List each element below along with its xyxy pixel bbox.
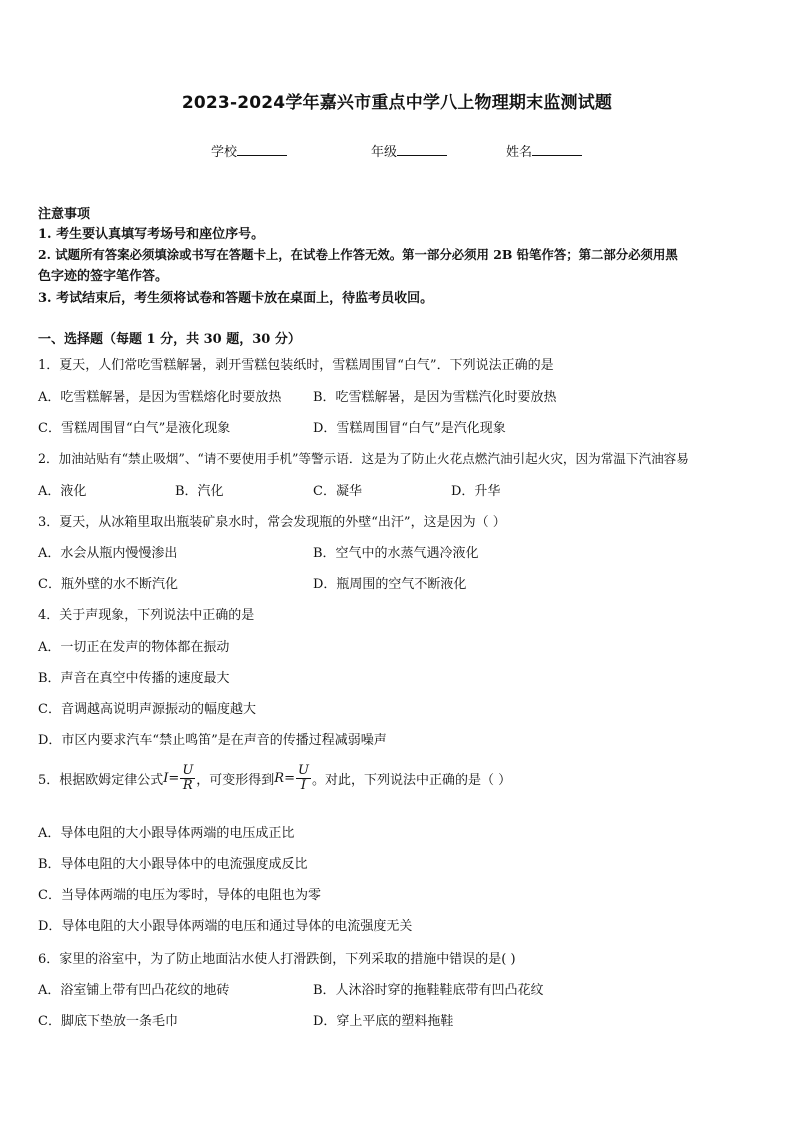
q5-stem-suffix: 。对此，下列说法中正确的是（ ） [311,773,512,788]
notice-heading: 注意事项 [38,207,91,222]
question-2-stem: 2．加油站贴有“禁止吸烟”、“请不要使用手机”等警示语．这是为了防止火花点燃汽油引起火灾，因为常温下汽油容易 [38,451,689,466]
grade-field [371,141,447,160]
q5-stem-prefix: 5．根据欧姆定律公式 [38,773,164,788]
q1-option-a: A．吃雪糕解暑，是因为雪糕熔化时要放热 [38,390,282,405]
q5-option-a: A．导体电阻的大小跟导体两端的电压成正比 [38,826,295,841]
q3-option-b: B．空气中的水蒸气遇冷液化 [313,546,479,561]
grade-label: 年级 [371,145,398,160]
school-blank [237,143,287,156]
question-4-stem: 4．关于声现象，下列说法中正确的是 [38,608,255,623]
q2-option-c: C．凝华 [313,484,362,499]
q5-formula-1-fraction [180,764,195,793]
q1-option-c: C．雪糕周围冒“白气”是液化现象 [38,421,231,436]
school-label: 学校 [211,145,238,160]
notice-item: 2. 试题所有答案必须填涂或书写在答题卡上，在试卷上作答无效。第一部分必须用 2B 铅笔作答；第二部分必须用黑 [38,247,678,262]
q6-option-a: A．浴室铺上带有凹凸花纹的地砖 [38,983,230,998]
notice-item: 色字迹的签字笔作答。 [38,269,169,284]
q3-option-c: C．瓶外壁的水不断汽化 [38,577,178,592]
section-heading: 一、选择题（每题 1 分，共 30 题，30 分） [38,332,301,347]
q5-formula-2-fraction [296,764,311,793]
notice-item: 3. 考试结束后，考生须将试卷和答题卡放在桌面上，待监考员收回。 [38,291,434,306]
q5-stem-middle: ，可变形得到 [196,773,275,788]
name-field [506,141,582,160]
question-3-stem: 3．夏天，从冰箱里取出瓶装矿泉水时，常会发现瓶的外壁“出汗”，这是因为（ ） [38,515,506,530]
question-1-stem: 1．夏天，人们常吃雪糕解暑，剥开雪糕包装纸时，雪糕周围冒“白气”．下列说法正确的是 [38,358,554,373]
page-title: 2023-2024学年嘉兴市重点中学八上物理期末监测试题 [181,93,613,113]
q3-option-d: D．瓶周围的空气不断液化 [313,577,467,592]
q6-option-d: D．穿上平底的塑料拖鞋 [313,1014,454,1029]
question-6-stem: 6．家里的浴室中，为了防止地面沾水使人打滑跌倒，下列采取的措施中错误的是( ) [38,952,516,967]
q4-option-c: C．音调越高说明声源振动的幅度越大 [38,702,256,717]
school-field [211,141,287,160]
q1-option-b: B．吃雪糕解暑，是因为雪糕汽化时要放热 [313,390,557,405]
q5-formula-2-lhs: R= [274,771,295,786]
name-blank [532,143,582,156]
q5-option-b: B．导体电阻的大小跟导体中的电流强度成反比 [38,857,308,872]
question-5-stem [38,764,511,793]
q5-formula-2-numerator: U [297,763,309,778]
q1-option-d: D．雪糕周围冒“白气”是汽化现象 [313,421,506,436]
q4-option-b: B．声音在真空中传播的速度最大 [38,671,230,686]
q5-formula-2-denominator: I [300,778,307,793]
q5-option-c: C．当导体两端的电压为零时，导体的电阻也为零 [38,888,321,903]
q6-option-c: C．脚底下垫放一条毛巾 [38,1014,178,1029]
q4-option-d: D．市区内要求汽车“禁止鸣笛”是在声音的传播过程减弱噪声 [38,733,387,748]
grade-blank [397,143,447,156]
notice-item: 1. 考生要认真填写考场号和座位序号。 [38,227,265,242]
q5-formula-1-denominator: R [182,778,193,793]
q4-option-a: A．一切正在发声的物体都在振动 [38,640,230,655]
q3-option-a: A．水会从瓶内慢慢渗出 [38,546,178,561]
q2-option-d: D．升华 [451,484,501,499]
name-label: 姓名 [506,145,533,160]
q6-option-b: B．人沐浴时穿的拖鞋鞋底带有凹凸花纹 [313,983,544,998]
q5-formula-1-numerator: U [182,763,194,778]
q5-option-d: D．导体电阻的大小跟导体两端的电压和通过导体的电流强度无关 [38,919,413,934]
q5-formula-1-lhs: I= [163,771,180,786]
q2-option-b: B．汽化 [175,484,224,499]
q2-option-a: A．液化 [38,484,87,499]
